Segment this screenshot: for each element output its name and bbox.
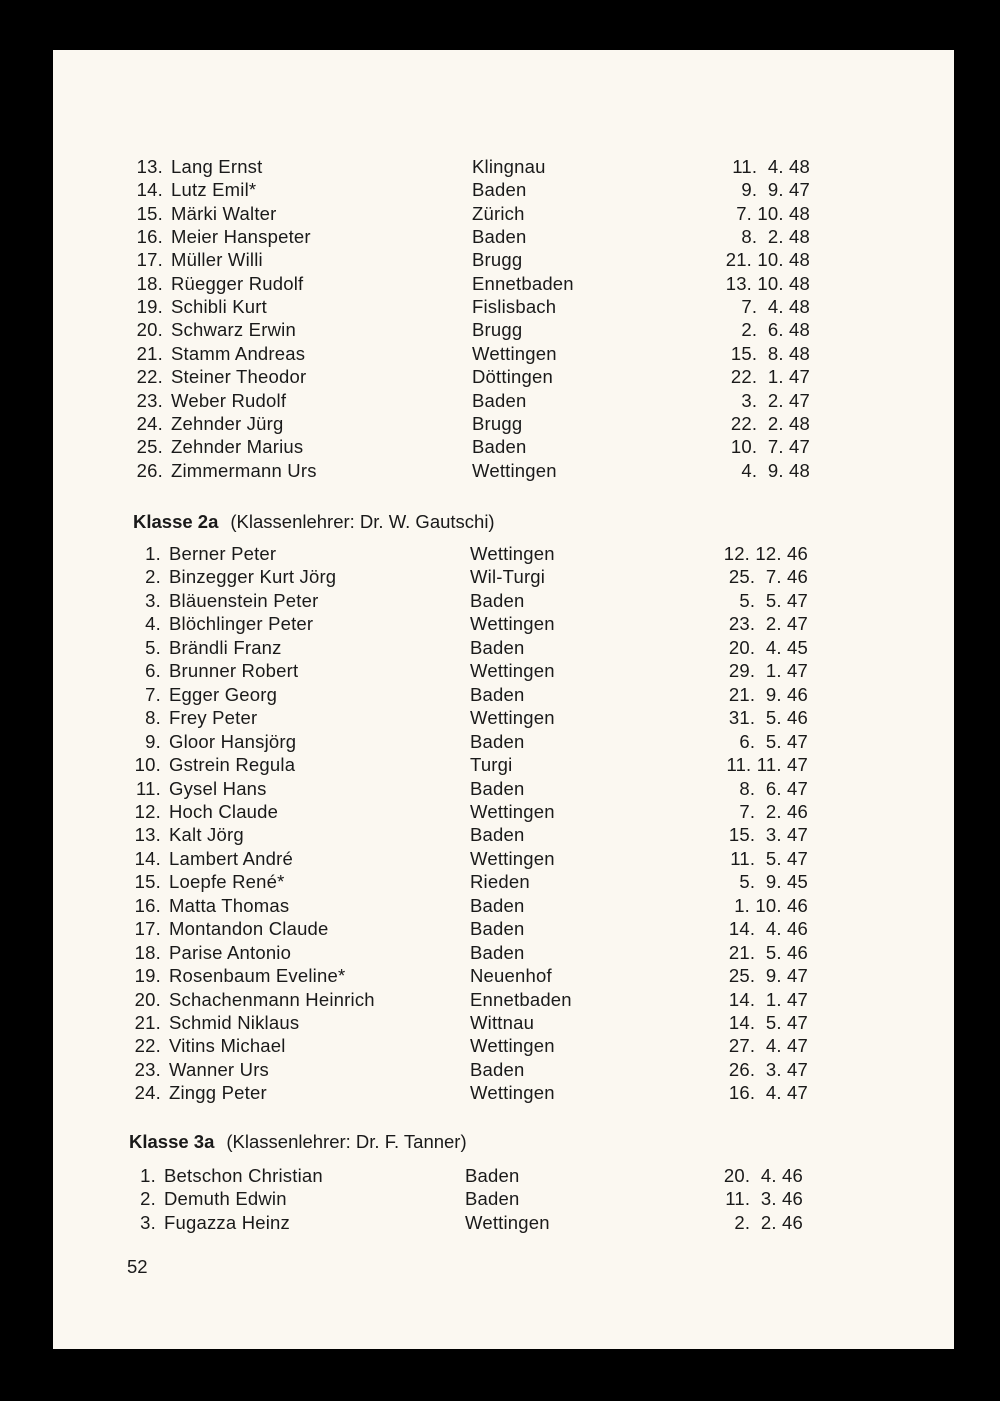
- student-number: 15.: [136, 202, 163, 224]
- student-birthdate: 13. 10. 48: [725, 272, 810, 294]
- student-number: 24.: [136, 412, 163, 434]
- list-item: [53, 295, 954, 318]
- student-number: 3.: [140, 1211, 156, 1233]
- student-number: 26.: [136, 459, 163, 481]
- student-place: Wettingen: [465, 1211, 550, 1233]
- student-birthdate: 22. 2. 48: [730, 412, 810, 434]
- class-teacher: (Klassenlehrer: Dr. F. Tanner): [226, 1131, 467, 1152]
- student-birthdate: 6. 5. 47: [739, 730, 808, 752]
- student-place: Baden: [470, 894, 525, 916]
- student-birthdate: 25. 7. 46: [728, 566, 808, 588]
- student-name: Brunner Robert: [169, 660, 299, 682]
- student-place: Baden: [470, 918, 525, 940]
- student-birthdate: 21. 5. 46: [728, 941, 808, 963]
- list-item: [53, 225, 954, 248]
- student-name: Lutz Emil*: [171, 179, 257, 201]
- list-item: [53, 941, 954, 964]
- list-item: [53, 435, 954, 458]
- student-place: Wittnau: [470, 1012, 535, 1033]
- student-place: Klingnau: [472, 156, 546, 177]
- student-place: Wettingen: [472, 459, 557, 481]
- student-number: 23.: [136, 389, 163, 411]
- list-item: [53, 823, 954, 846]
- student-place: Wettingen: [470, 1035, 555, 1057]
- student-place: Baden: [470, 824, 525, 846]
- student-number: 25.: [136, 436, 163, 458]
- student-name: Schachenmann Heinrich: [169, 988, 375, 1010]
- student-name: Binzegger Kurt Jörg: [169, 566, 337, 588]
- student-place: Wettingen: [470, 1082, 555, 1104]
- student-birthdate: 14. 1. 47: [728, 988, 808, 1010]
- student-place: Baden: [465, 1165, 520, 1186]
- list-item: [53, 917, 954, 940]
- student-number: 24.: [134, 1082, 161, 1104]
- student-place: Brugg: [472, 412, 523, 434]
- student-birthdate: 25. 9. 47: [728, 965, 808, 987]
- student-name: Zingg Peter: [169, 1082, 267, 1104]
- student-place: Rieden: [470, 871, 530, 893]
- student-name: Vitins Michael: [169, 1035, 286, 1057]
- student-birthdate: 14. 4. 46: [728, 918, 808, 940]
- student-name: Berner Peter: [169, 543, 277, 564]
- list-item: [53, 542, 954, 565]
- list-item: [53, 1081, 954, 1104]
- list-item: [53, 365, 954, 388]
- student-name: Gloor Hansjörg: [169, 730, 297, 752]
- student-name: Stamm Andreas: [171, 342, 306, 364]
- student-place: Zürich: [472, 202, 525, 224]
- student-birthdate: 20. 4. 46: [723, 1165, 803, 1186]
- list-item: [53, 659, 954, 682]
- student-name: Lambert André: [169, 847, 293, 869]
- student-place: Wettingen: [472, 342, 557, 364]
- list-item: [53, 389, 954, 412]
- student-birthdate: 26. 3. 47: [728, 1058, 808, 1080]
- student-number: 18.: [134, 941, 161, 963]
- student-name: Zehnder Jürg: [171, 412, 284, 434]
- student-number: 17.: [134, 918, 161, 940]
- student-number: 23.: [134, 1058, 161, 1080]
- student-birthdate: 11. 3. 46: [725, 1188, 803, 1210]
- student-birthdate: 7. 10. 48: [736, 202, 810, 224]
- student-number: 5.: [145, 636, 161, 658]
- class-teacher: (Klassenlehrer: Dr. W. Gautschi): [230, 511, 495, 532]
- list-item: [53, 777, 954, 800]
- student-name: Betschon Christian: [164, 1165, 323, 1186]
- student-place: Baden: [470, 730, 525, 752]
- student-birthdate: 23. 2. 47: [728, 613, 808, 635]
- student-name: Schibli Kurt: [171, 296, 267, 318]
- list-item: [53, 636, 954, 659]
- student-place: Brugg: [472, 319, 523, 341]
- student-number: 22.: [134, 1035, 161, 1057]
- list-item: [53, 1011, 954, 1034]
- student-name: Zimmermann Urs: [171, 459, 317, 481]
- list-item: [53, 589, 954, 612]
- student-number: 11.: [136, 777, 161, 799]
- student-number: 3.: [145, 589, 161, 611]
- student-place: Brugg: [472, 249, 523, 271]
- student-name: Lang Ernst: [171, 156, 263, 177]
- list-item: [53, 894, 954, 917]
- student-name: Brändli Franz: [169, 636, 282, 658]
- student-place: Wettingen: [470, 800, 555, 822]
- page-number: 52: [127, 1256, 148, 1277]
- student-place: Wettingen: [470, 660, 555, 682]
- student-name: Kalt Jörg: [169, 824, 244, 846]
- student-place: Baden: [465, 1188, 520, 1210]
- student-birthdate: 5. 9. 45: [739, 871, 808, 893]
- student-name: Bläuenstein Peter: [169, 589, 319, 611]
- student-name: Demuth Edwin: [164, 1188, 287, 1210]
- list-item: [53, 706, 954, 729]
- student-name: Rüegger Rudolf: [171, 272, 304, 294]
- student-number: 4.: [145, 613, 161, 635]
- list-item: [53, 1187, 954, 1210]
- student-birthdate: 21. 9. 46: [728, 683, 808, 705]
- student-name: Matta Thomas: [169, 894, 290, 916]
- student-place: Neuenhof: [470, 965, 552, 987]
- student-number: 12.: [134, 800, 161, 822]
- student-birthdate: 9. 9. 47: [741, 179, 810, 201]
- student-number: 8.: [145, 707, 161, 729]
- list-item: [53, 870, 954, 893]
- student-birthdate: 27. 4. 47: [728, 1035, 808, 1057]
- student-name: Steiner Theodor: [171, 366, 307, 388]
- student-place: Baden: [472, 179, 527, 201]
- list-item: [53, 248, 954, 271]
- student-name: Wanner Urs: [169, 1058, 270, 1080]
- list-item: [53, 342, 954, 365]
- list-item: [53, 459, 954, 482]
- student-name: Meier Hanspeter: [171, 226, 311, 248]
- list-item: [53, 1034, 954, 1057]
- student-name: Rosenbaum Eveline*: [169, 965, 346, 987]
- student-birthdate: 15. 3. 47: [728, 824, 808, 846]
- student-birthdate: 2. 2. 46: [734, 1211, 803, 1233]
- student-place: Döttingen: [472, 366, 553, 388]
- student-name: Märki Walter: [171, 202, 277, 224]
- student-birthdate: 5. 5. 47: [739, 589, 808, 611]
- student-place: Ennetbaden: [472, 272, 574, 294]
- student-name: Frey Peter: [169, 707, 258, 729]
- student-birthdate: 8. 6. 47: [739, 777, 808, 799]
- student-birthdate: 7. 2. 46: [739, 800, 808, 822]
- list-item: [53, 565, 954, 588]
- list-item: [53, 178, 954, 201]
- student-name: Müller Willi: [171, 249, 263, 271]
- student-number: 1.: [140, 1165, 156, 1186]
- student-name: Loepfe René*: [169, 871, 285, 893]
- student-birthdate: 11. 4. 48: [732, 156, 810, 177]
- student-place: Fislisbach: [472, 296, 557, 318]
- list-item: [53, 753, 954, 776]
- student-birthdate: 11. 5. 47: [730, 847, 808, 869]
- student-birthdate: 14. 5. 47: [728, 1012, 808, 1033]
- list-item: [53, 272, 954, 295]
- student-birthdate: 15. 8. 48: [730, 342, 810, 364]
- student-number: 2.: [145, 566, 161, 588]
- list-item: [53, 800, 954, 823]
- list-item: [53, 318, 954, 341]
- student-name: Zehnder Marius: [171, 436, 304, 458]
- student-birthdate: 21. 10. 48: [725, 249, 810, 271]
- student-birthdate: 29. 1. 47: [728, 660, 808, 682]
- student-name: Schmid Niklaus: [169, 1012, 300, 1033]
- student-number: 18.: [136, 272, 163, 294]
- student-number: 21.: [136, 342, 163, 364]
- student-place: Wettingen: [470, 847, 555, 869]
- list-item: [53, 1164, 954, 1187]
- class-label: Klasse 2a: [133, 511, 219, 532]
- student-place: Ennetbaden: [470, 988, 572, 1010]
- student-number: 14.: [134, 847, 161, 869]
- student-place: Wil-Turgi: [470, 566, 546, 588]
- student-birthdate: 22. 1. 47: [730, 366, 810, 388]
- student-birthdate: 3. 2. 47: [741, 389, 810, 411]
- student-birthdate: 4. 9. 48: [741, 459, 810, 481]
- class-heading-3a: [129, 1130, 467, 1154]
- student-birthdate: 31. 5. 46: [728, 707, 808, 729]
- list-item: [53, 730, 954, 753]
- student-name: Fugazza Heinz: [164, 1211, 290, 1233]
- student-number: 21.: [134, 1012, 161, 1033]
- student-birthdate: 7. 4. 48: [741, 296, 810, 318]
- student-place: Baden: [472, 389, 527, 411]
- student-place: Wettingen: [470, 613, 555, 635]
- student-number: 17.: [136, 249, 163, 271]
- document-page: [53, 50, 954, 1349]
- student-place: Baden: [470, 941, 525, 963]
- student-name: Montandon Claude: [169, 918, 329, 940]
- student-name: Hoch Claude: [169, 800, 279, 822]
- list-item: [53, 612, 954, 635]
- student-number: 2.: [140, 1188, 156, 1210]
- student-name: Schwarz Erwin: [171, 319, 296, 341]
- list-item: [53, 155, 954, 178]
- student-number: 15.: [134, 871, 161, 893]
- student-name: Gysel Hans: [169, 777, 267, 799]
- list-item: [53, 988, 954, 1011]
- student-place: Baden: [472, 436, 527, 458]
- student-number: 19.: [134, 965, 161, 987]
- student-birthdate: 10. 7. 47: [730, 436, 810, 458]
- student-name: Weber Rudolf: [171, 389, 287, 411]
- student-name: Egger Georg: [169, 683, 278, 705]
- student-number: 16.: [136, 226, 163, 248]
- student-birthdate: 2. 6. 48: [741, 319, 810, 341]
- list-item: [53, 964, 954, 987]
- student-number: 6.: [145, 660, 161, 682]
- student-name: Gstrein Regula: [169, 754, 296, 776]
- list-item: [53, 202, 954, 225]
- student-place: Baden: [470, 777, 525, 799]
- student-place: Baden: [470, 683, 525, 705]
- student-birthdate: 8. 2. 48: [741, 226, 810, 248]
- list-item: [53, 1058, 954, 1081]
- list-item: [53, 412, 954, 435]
- list-item: [53, 1211, 954, 1234]
- student-place: Turgi: [470, 754, 513, 776]
- student-birthdate: 20. 4. 45: [728, 636, 808, 658]
- student-number: 20.: [136, 319, 163, 341]
- student-place: Baden: [470, 1058, 525, 1080]
- student-place: Baden: [470, 589, 525, 611]
- student-birthdate: 12. 12. 46: [723, 543, 808, 564]
- class-label: Klasse 3a: [129, 1131, 215, 1152]
- student-name: Parise Antonio: [169, 941, 292, 963]
- student-number: 10.: [134, 754, 161, 776]
- student-number: 22.: [136, 366, 163, 388]
- student-birthdate: 1. 10. 46: [734, 894, 808, 916]
- student-place: Baden: [472, 226, 527, 248]
- student-number: 1.: [145, 543, 161, 564]
- student-place: Wettingen: [470, 543, 555, 564]
- student-number: 13.: [136, 156, 163, 177]
- student-number: 19.: [136, 296, 163, 318]
- student-birthdate: 11. 11. 47: [726, 754, 808, 776]
- student-number: 9.: [145, 730, 161, 752]
- student-birthdate: 16. 4. 47: [728, 1082, 808, 1104]
- student-number: 14.: [136, 179, 163, 201]
- list-item: [53, 683, 954, 706]
- student-number: 20.: [134, 988, 161, 1010]
- student-number: 13.: [134, 824, 161, 846]
- class-heading-2a: [133, 510, 495, 534]
- list-item: [53, 847, 954, 870]
- student-number: 16.: [134, 894, 161, 916]
- student-name: Blöchlinger Peter: [169, 613, 314, 635]
- student-place: Wettingen: [470, 707, 555, 729]
- student-number: 7.: [145, 683, 161, 705]
- student-place: Baden: [470, 636, 525, 658]
